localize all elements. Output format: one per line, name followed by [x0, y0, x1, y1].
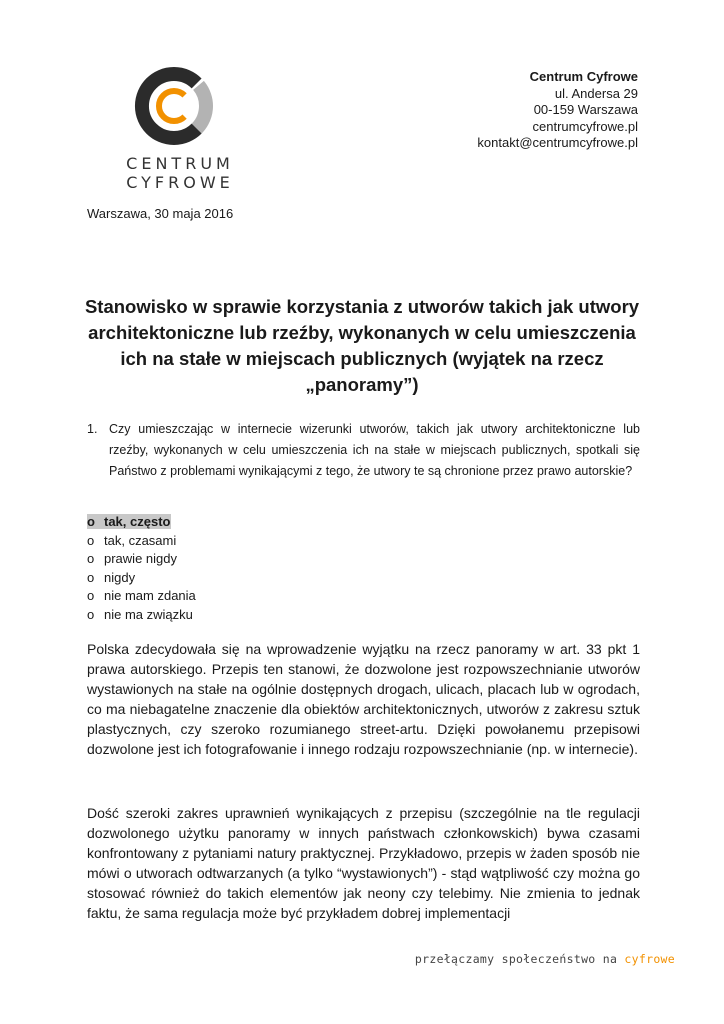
sender-address	[477, 69, 638, 152]
option-label: tak, często	[104, 514, 171, 529]
logo-dark-arc	[142, 74, 197, 138]
answer-option	[87, 606, 196, 625]
footer-accent: cyfrowe	[624, 952, 675, 966]
logo-word-centrum: CENTRUM	[126, 154, 234, 173]
address-email[interactable]: kontakt@centrumcyfrowe.pl	[477, 135, 638, 150]
logo-orange-arc	[159, 91, 185, 121]
option-bullet: o	[87, 514, 95, 529]
option-label: nie ma związku	[104, 606, 193, 622]
question-text: Czy umieszczając w internecie wizerunki utworów, takich jak utwory architektoniczne lub rzeźby, wykonanych w celu umieszczenia ich na stałe w miejscach publicznych, spotkali się Państwo z problemami wynikającymi z tego, że utwory te są chronione przez prawo autorskie?	[109, 422, 640, 478]
document-date: Warszawa, 30 maja 2016	[87, 206, 234, 221]
address-org: Centrum Cyfrowe	[529, 69, 638, 84]
option-label: prawie nigdy	[104, 551, 177, 567]
option-label: tak, czasami	[104, 532, 177, 548]
question-number: 1.	[87, 422, 98, 436]
body-paragraph-1: Polska zdecydowała się na wprowadzenie wyjątku na rzecz panoramy w art. 33 pkt 1 prawa autorskiego. Przepis ten stanowi, że dozwolone jest rozpowszechnianie utworów wystawionych na stałe na ogólnie dostępnych drogach, ulicach, placach lub w ogrodach, co ma niebagatelne znaczenie dla obiektów architektonicznych, utworów z zakresu sztuk plastycznych, czy szeroko rozumianego street-artu. Dzięki powołanemu przepisowi dozwolone jest ich fotografowanie i innego rodzaju rozpowszechnianie (np. w internecie).	[87, 641, 640, 757]
address-street: ul. Andersa 29	[554, 85, 638, 101]
address-city: 00-159 Warszawa	[533, 102, 638, 117]
logo-word-cyfrowe: CYFROWE	[126, 173, 234, 192]
answer-option	[87, 532, 196, 551]
document-title: Stanowisko w sprawie korzystania z utworów takich jak utwory architektoniczne lub rzeźby, wykonanych w celu umieszczenia ich na stałe w miejscach publicznych (wyjątek na rzecz „panoramy”)	[84, 296, 640, 395]
option-label: nie mam zdania	[104, 588, 196, 604]
footer-tagline	[415, 952, 675, 966]
option-bullet: o	[87, 606, 95, 622]
answer-option	[87, 550, 196, 569]
option-label: nigdy	[104, 569, 136, 585]
option-bullet: o	[87, 551, 95, 567]
centrum-cyfrowe-logo	[118, 66, 242, 194]
option-bullet: o	[87, 532, 95, 548]
logo-c-icon	[134, 66, 214, 146]
option-bullet: o	[87, 569, 95, 585]
address-website[interactable]: centrumcyfrowe.pl	[532, 118, 638, 134]
body-paragraph-2: Dość szeroki zakres uprawnień wynikających z przepisu (szczególnie na tle regulacji dozwolonego użytku panoramy w innych państwach członkowskich) bywa czasami konfrontowany z pytaniami natury praktycznej. Przykładowo, przepis w żaden sposób nie mówi o utworach odtwarzanych (a tylko “wystawionych”) - stąd wątpliwość czy można go stosować również do takich elementów jak neony czy telebimy. Nie zmienia to jednak faktu, że sama regulacja może być przykładem dobrej implementacji	[87, 805, 640, 921]
answer-option-selected	[87, 513, 196, 532]
answer-options	[87, 513, 196, 625]
question-1	[87, 419, 640, 482]
answer-option	[87, 569, 196, 588]
answer-option	[87, 587, 196, 606]
option-bullet: o	[87, 588, 95, 604]
footer-text: przełączamy społeczeństwo na	[414, 952, 618, 966]
